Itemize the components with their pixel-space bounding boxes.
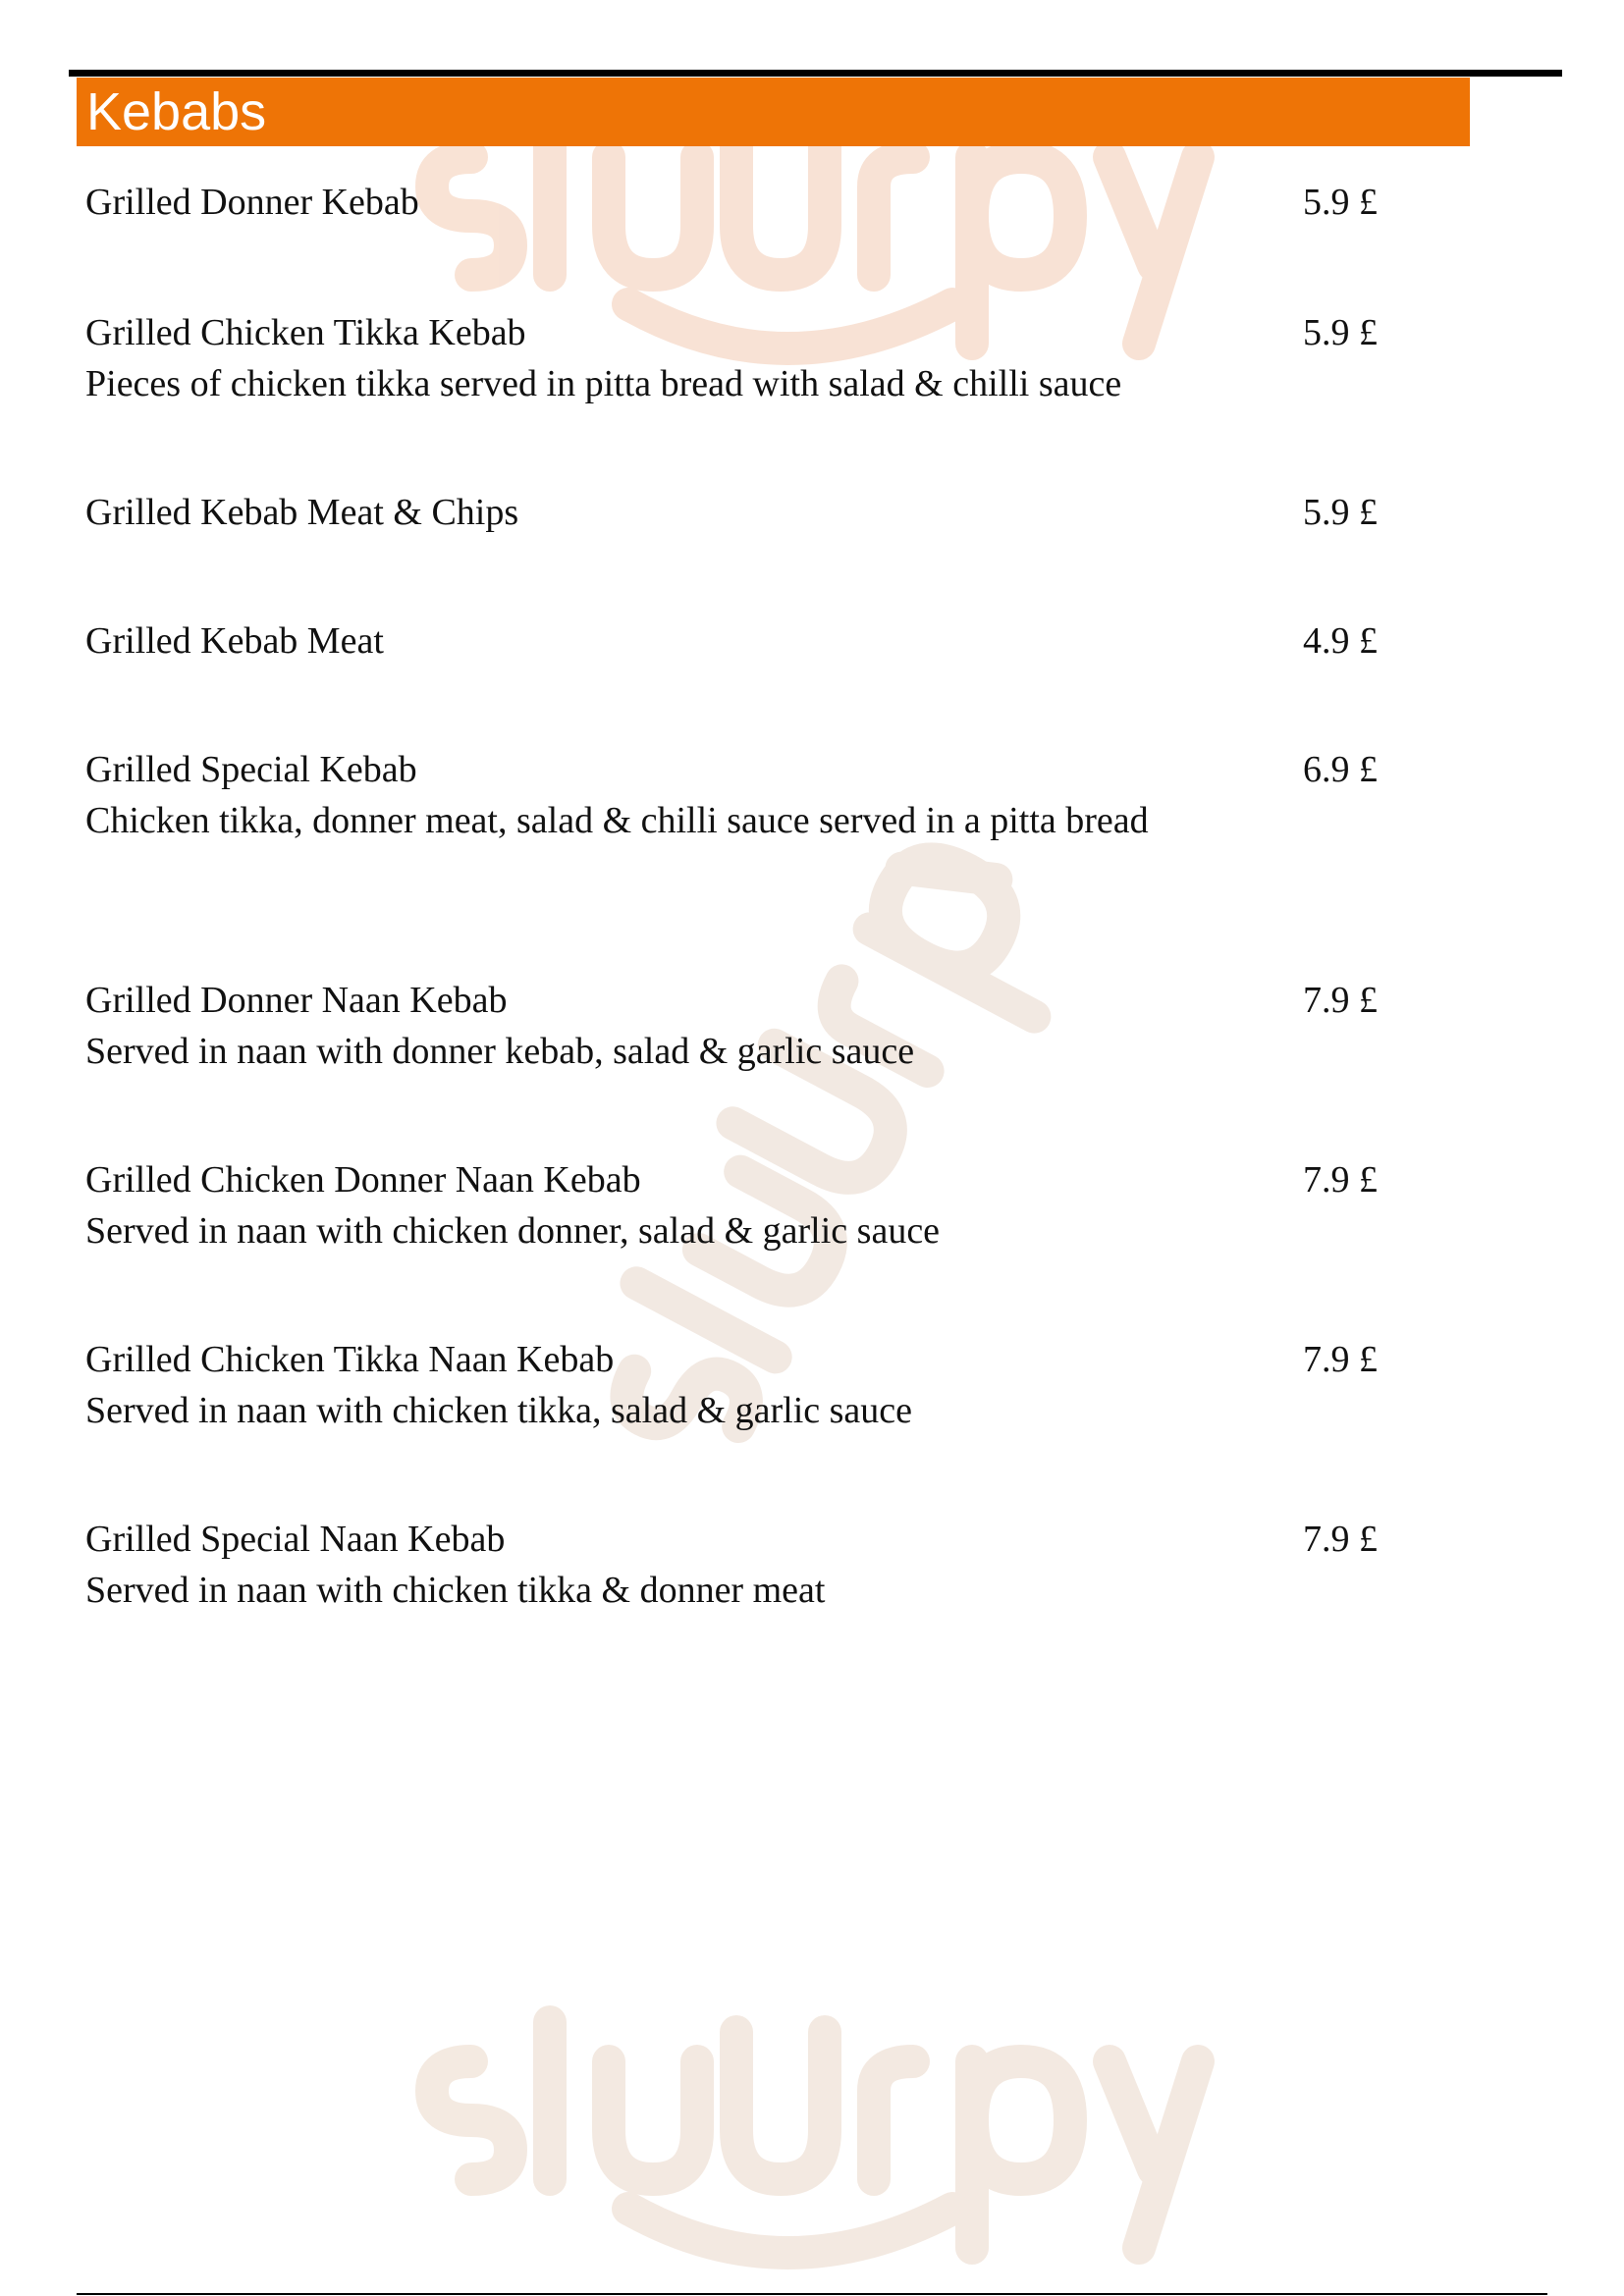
- section-title: Kebabs: [86, 82, 267, 141]
- sluurpy-logo-icon: [412, 1963, 1237, 2277]
- item-name: Grilled Kebab Meat & Chips: [85, 492, 519, 533]
- item-price: 7.9 £: [1303, 980, 1378, 1021]
- item-description: Served in naan with chicken tikka & donner meat: [85, 1570, 826, 1611]
- menu-item: [85, 1154, 1401, 1256]
- item-name: Grilled Chicken Donner Naan Kebab: [85, 1159, 641, 1201]
- item-description: Served in naan with chicken tikka, salad & garlic sauce: [85, 1390, 913, 1431]
- item-name: Grilled Donner Naan Kebab: [85, 980, 508, 1021]
- item-description: Pieces of chicken tikka served in pitta bread with salad & chilli sauce: [85, 363, 1122, 404]
- menu-item: [85, 1334, 1401, 1436]
- menu-item: [85, 177, 1401, 228]
- menu-item: [85, 744, 1401, 846]
- item-description: Served in naan with chicken donner, salad & garlic sauce: [85, 1210, 941, 1252]
- menu-item: [85, 975, 1401, 1077]
- item-name: Grilled Special Naan Kebab: [85, 1519, 506, 1560]
- menu-item: [85, 1514, 1401, 1616]
- item-price: 5.9 £: [1303, 312, 1378, 353]
- item-price: 7.9 £: [1303, 1159, 1378, 1201]
- item-description: Served in naan with donner kebab, salad & garlic sauce: [85, 1031, 915, 1072]
- item-name: Grilled Chicken Tikka Naan Kebab: [85, 1339, 615, 1380]
- item-name: Grilled Special Kebab: [85, 749, 417, 790]
- top-rule: [69, 70, 1562, 77]
- section-header: [77, 78, 1470, 146]
- menu-item: [85, 615, 1401, 667]
- item-price: 5.9 £: [1303, 492, 1378, 533]
- item-name: Grilled Chicken Tikka Kebab: [85, 312, 526, 353]
- item-price: 7.9 £: [1303, 1519, 1378, 1560]
- item-price: 7.9 £: [1303, 1339, 1378, 1380]
- item-name: Grilled Donner Kebab: [85, 182, 419, 223]
- item-price: 4.9 £: [1303, 620, 1378, 662]
- menu-item: [85, 307, 1401, 409]
- menu-item: [85, 487, 1401, 538]
- bottom-rule: [77, 2293, 1547, 2295]
- item-price: 6.9 £: [1303, 749, 1378, 790]
- item-description: Chicken tikka, donner meat, salad & chilli sauce served in a pitta bread: [85, 800, 1149, 841]
- item-price: 5.9 £: [1303, 182, 1378, 223]
- item-name: Grilled Kebab Meat: [85, 620, 384, 662]
